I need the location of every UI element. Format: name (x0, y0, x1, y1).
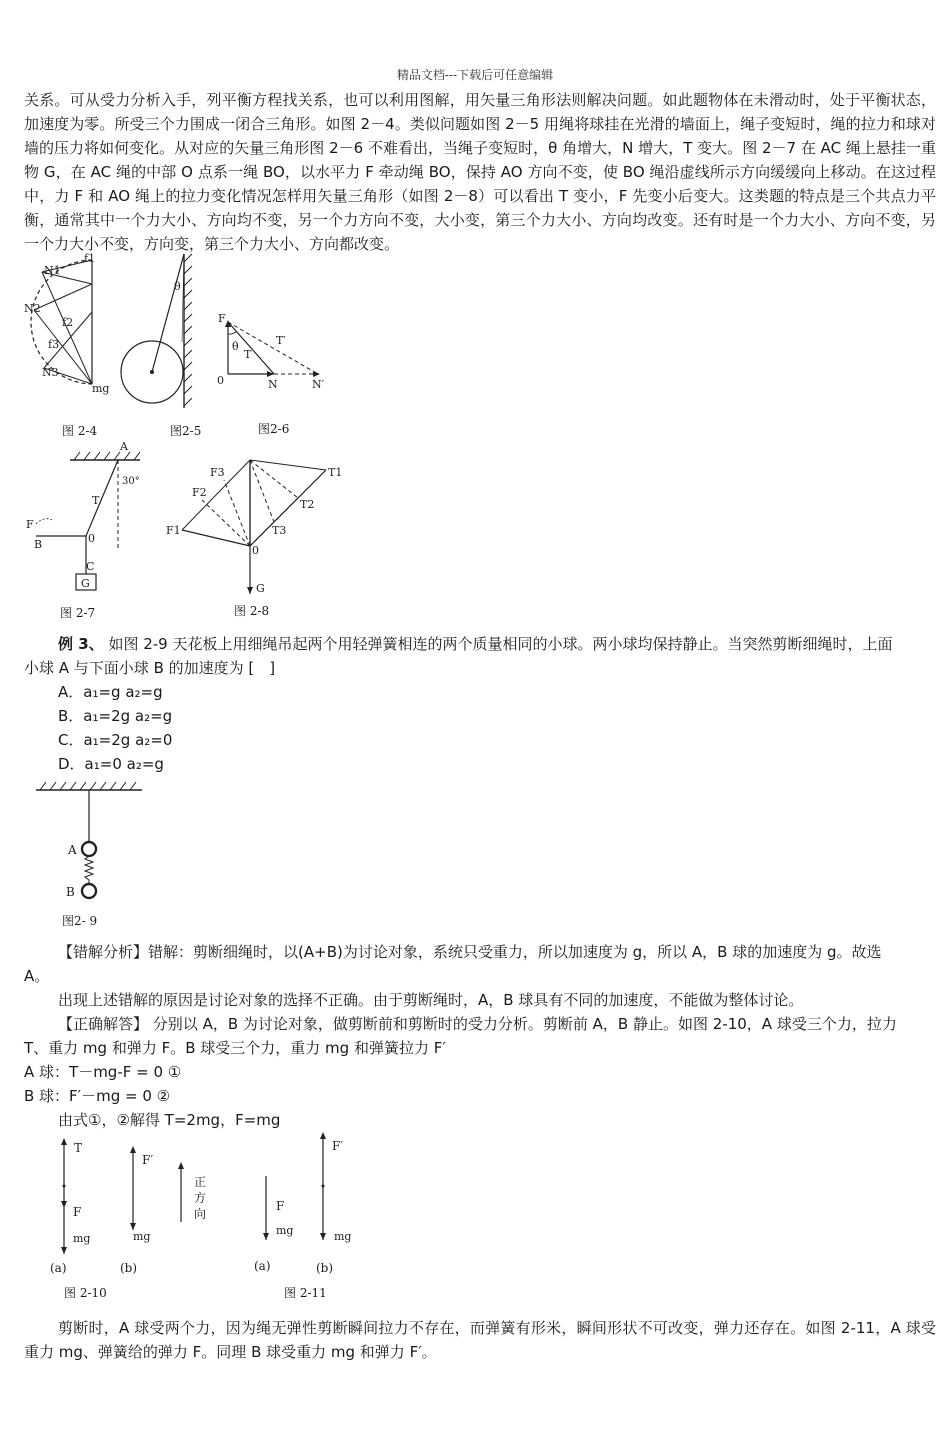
fig29-label-b: B (66, 885, 75, 899)
fig210-label-f: F (73, 1205, 82, 1219)
fig26-label-n: N (268, 378, 278, 391)
option-c: C．a₁=2g a₂=0 (58, 731, 173, 749)
intro-paragraph: 关系。可从受力分析入手，列平衡方程找关系，也可以利用图解，用矢量三角形法则解决问题。如此题物体在未滑动时，处于平衡状态，加速度为零。所受三个力围成一闭合三角形。如图 2－4。类似问题如图 2－5 用绳将球挂在光滑的墙面上，绳子变短时，绳的拉力和球对墙的压力将如何变化。从对应的矢量三角形图 2－6 不难看出，当绳子变短时，θ 角增大，N 增大，T 变大。图 2－7 在 AC 绳上悬挂一重物 G，在 AC 绳的中部 O 点系一绳 BO，以水平力 F 牵动绳 BO，保持 AO 方向不变，使 BO 绳沿虚线所示方向缓缓向上移动。在这过程中，力 F 和 AO 绳上的拉力变化情况怎样用矢量三角形（如图 2－8）可以看出 T 变小，F 先变小后变大。这类题的特点是三个共点力平衡，通常其中一个力大小、方向均不变，另一个力方向不变，大小变，第三个力大小、方向均改变。还有时是一个力大小、方向不变，另一个力大小不变，方向变，第三个力大小、方向都改变。 (24, 91, 936, 253)
fig25-label-theta: θ (174, 280, 181, 293)
equation-1: A 球：T－mg-F = 0 ① (24, 1063, 182, 1081)
correct-text: 分别以 A，B 为讨论对象，做剪断前和剪断时的受力分析。剪断前 A，B 静止。如图 2-10，A 球受三个力，拉力 (152, 1015, 897, 1033)
fig210-label-a: (a) (50, 1261, 67, 1275)
fig27-label-30deg: 30° (122, 476, 140, 487)
fig211-label-fprime: F′ (332, 1139, 344, 1153)
figure-2-5 (118, 252, 208, 412)
equation-2: B 球：F′－mg = 0 ② (24, 1087, 171, 1105)
fig210-label-t: T (74, 1141, 83, 1155)
solve-text: 由式①，②解得 T=2mg，F=mg (58, 1111, 281, 1129)
fig28-label-f2: F2 (192, 486, 207, 499)
fig24-label-f1: f1 (84, 252, 96, 265)
example-question-line2: 小球 A 与下面小球 B 的加速度为 [ ] (24, 659, 276, 677)
fig210-label-mg-a: mg (73, 1232, 91, 1245)
closing-paragraph: 剪断时，A 球受两个力，因为绳无弹性剪断瞬间拉力不存在，而弹簧有形米，瞬间形状不可改变，弹力还存在。如图 2-11，A 球受重力 mg、弹簧给的弹力 F。同理 B 球受重力 mg 和弹力 F′。 (24, 1319, 936, 1361)
fig210-caption: 图 2-10 (64, 1286, 107, 1300)
fig28-label-f3: F3 (210, 466, 225, 479)
wrong-analysis-label: 【错解分析】 (58, 943, 149, 961)
correct-line1 (58, 1012, 897, 1036)
fig24-label-n2: N2 (24, 302, 41, 315)
figure-2-8 (162, 450, 352, 600)
fig27-label-g: G (81, 577, 90, 590)
example-question-line1 (58, 632, 893, 656)
fig211-label-a: (a) (254, 1259, 271, 1273)
fig210-label-mg-b: mg (133, 1230, 151, 1243)
option-b: B．a₁=2g a₂=g (58, 707, 173, 725)
fig210-label-fang: 方 (194, 1191, 207, 1205)
fig26-label-t: T (244, 348, 252, 361)
fig210-label-xiang: 向 (194, 1207, 207, 1221)
fig29-caption: 图2- 9 (62, 914, 98, 928)
fig211-label-mg-b: mg (334, 1230, 352, 1243)
fig24-label-n1: N1 (44, 264, 61, 277)
reason-text: 出现上述错解的原因是讨论对象的选择不正确。由于剪断绳时，A，B 球具有不同的加速度，不能做为整体讨论。 (58, 991, 804, 1009)
fig25-caption: 图2-5 (170, 424, 202, 438)
figure-2-4 (22, 252, 112, 395)
fig27-label-b: B (34, 538, 43, 551)
fig211-caption: 图 2-11 (284, 1286, 327, 1300)
fig26-label-theta: θ (232, 340, 239, 353)
fig26-label-f: F (218, 312, 226, 325)
fig211-label-f: F (276, 1199, 285, 1213)
fig27-label-f: F (26, 518, 34, 531)
wrong-analysis-line1 (58, 940, 882, 964)
fig28-label-f1: F1 (166, 524, 181, 537)
fig27-caption: 图 2-7 (60, 606, 96, 620)
fig27-label-t: T (92, 494, 100, 507)
figure-2-9 (30, 778, 150, 908)
example-title: 例 3、 (58, 635, 104, 653)
fig28-label-g: G (256, 582, 265, 595)
fig28-label-t3: T3 (272, 524, 287, 537)
fig28-label-0: 0 (252, 544, 259, 557)
fig24-label-mg: mg (92, 382, 110, 395)
fig24-caption: 图 2-4 (62, 424, 98, 438)
fig26-caption: 图2-6 (258, 422, 290, 436)
fig24-label-f3: f3 (48, 338, 60, 351)
fig28-label-t1: T1 (328, 466, 343, 479)
fig24-label-f2: f2 (62, 316, 74, 329)
fig26-label-nprime: N′ (312, 378, 325, 391)
fig211-label-b: (b) (316, 1261, 334, 1275)
figure-2-6 (214, 308, 334, 398)
correct-line2: T、重力 mg 和弹力 F。B 球受三个力，重力 mg 和弹簧拉力 F′ (24, 1039, 446, 1057)
correct-label: 【正确解答】 (58, 1015, 149, 1033)
page-header: 精品文档---下载后可任意编辑 (396, 68, 554, 82)
fig211-label-mg-a: mg (276, 1224, 294, 1237)
option-a: A．a₁=g a₂=g (58, 683, 163, 701)
fig210-label-b: (b) (120, 1261, 138, 1275)
fig26-label-tprime: T′ (276, 334, 286, 347)
fig27-label-a: A (120, 440, 128, 453)
example-question: 如图 2-9 天花板上用细绳吊起两个用轻弹簧相连的两个质量相同的小球。两小球均保持静止。当突然剪断细绳时，上面 (108, 635, 893, 653)
fig210-label-zheng: 正 (194, 1175, 207, 1189)
figure-2-10-2-11 (40, 1130, 360, 1275)
fig27-label-0: 0 (88, 532, 95, 545)
option-d: D．a₁=0 a₂=g (58, 755, 164, 773)
fig29-label-a: A (68, 843, 77, 857)
fig27-label-c: C (86, 560, 95, 573)
fig210-label-fprime: F′ (142, 1153, 154, 1167)
fig24-label-n3: N3 (42, 366, 59, 379)
fig26-label-0: 0 (217, 374, 224, 387)
figure-2-7 (22, 440, 152, 600)
wrong-analysis-line2: A。 (24, 967, 50, 985)
fig28-label-t2: T2 (300, 498, 315, 511)
fig28-caption: 图 2-8 (234, 604, 270, 618)
wrong-analysis-text: 错解：剪断细绳时，以(A+B)为讨论对象，系统只受重力，所以加速度为 g，所以 A，B 球的加速度为 g。故选 (148, 943, 882, 961)
